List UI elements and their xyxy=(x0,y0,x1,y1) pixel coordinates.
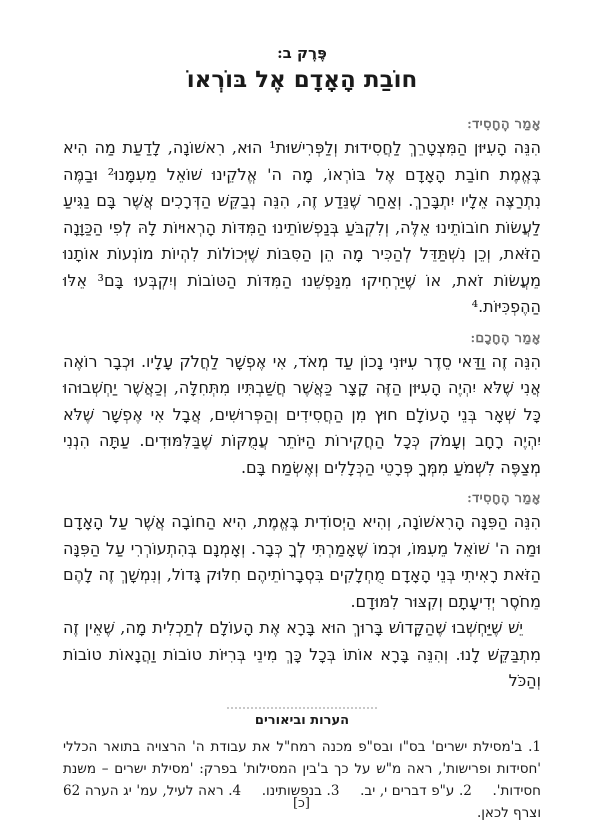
body-paragraph: יֵשׁ שֶׁיַּחְשְׁבוּ שֶׁהַקָּדוֹשׁ בָּרוּךְ הוּא בָּרָא אֶת הָעוֹלָם לְתַכְלִית מָה, שֶׁאֵין זֶה מִתְבַּקֵּשׁ לָנוּ. וְהִנֵּה בָּרָא אוֹתוֹ בְּכָל כָּךְ מִינֵי בְּרִיּוֹת טוֹבוֹת וַהֲנָאוֹת טוֹבוֹת וְהַכֹּל xyxy=(63,618,541,690)
footnote-item: 2. ע"פ דברים י, יב. xyxy=(360,782,472,799)
section-chasid-1 xyxy=(63,117,541,321)
section-chacham xyxy=(63,331,541,482)
footnote-item: 4. ראה לעיל, עמ' יג הערה 62 וצרף לכאן. xyxy=(63,782,541,821)
speaker-heading-chasid: אָמַר הֶחָסִיד: xyxy=(467,491,541,506)
chapter-label: פֶּרֶק ב: xyxy=(277,44,327,62)
body-paragraph: הִנֵּה הַפִּנָּה הָרִאשׁוֹנָה, וְהִיא הַיְסוֹדִית בֶּאֱמֶת, הִיא הַחוֹבָה אֲשֶׁר עַל הָאָדָם וּמַה ה' שׁוֹאֵל מֵעִמּוֹ, וּכְמוֹ שֶׁאָמַרְתִּי לְךָ כְּבָר. וְאָמְנָם בְּהִתְעוֹרְרִי עַל הַפִּנָּה הַזֹּאת רָאִיתִי בְּנֵי הָאָדָם מֻחְלָקִים בִּסְבָרוֹתֵיהֶם חִלּוּק גָּדוֹל, וְנִמְשָׁךְ זֶה לָהֶם מֵחֹסֶר יְדִיעָתָם וְקִצּוּר לִמּוּדָם. xyxy=(63,512,541,611)
body-paragraph: הִנֵּה זֶה וַדַּאי סֵדֶר עִיּוּנִי נָכוֹן עַד מְאֹד, אִי אֶפְשָׁר לַחֲלֹק עָלָיו. וּכְבָר רוֹאֶה אֲנִי שֶׁלֹּא יִהְיֶה הָעִיּוּן הַזֶּה קָצָר כַּאֲשֶׁר חֲשַׁבְתִּיו מִתְּחִלָּה, וְכַאֲשֶׁר יַחְשְׁבוּהוּ כָּל שְׁאָר בְּנֵי הָעוֹלָם חוּץ מִן הַחֲסִידִים וְהַפְּרוּשִׁים, אֲבָל אִי אֶפְשָׁר שֶׁלֹּא יִהְיֶה רָחָב וְעָמֹק כְּכָל הַחֲקִירוֹת הַיּוֹתֵר עֲמֻקּוֹת שֶׁבַּלִּמּוּדִים. עַתָּה הִנְנִי מְצַפֶּה לִשְׁמֹעַ מִמְּךָ פְּרָטֵי הַכְּלָלִים וְאֶשְׂמַח בָּם. xyxy=(63,351,541,477)
page-title: חוֹבַת הָאָדָם אֶל בּוֹרְאוֹ xyxy=(186,66,418,93)
speaker-heading-chasid: אָמַר הֶחָסִיד: xyxy=(467,117,541,132)
section-chasid-2 xyxy=(63,491,541,695)
footnotes-divider xyxy=(227,707,377,709)
footnote-item: 3. בנפשותינו. xyxy=(261,782,340,799)
footnotes-header: הערות וביאורים xyxy=(254,712,350,728)
footnote-item: 1. ב'מסילת ישרים' בס"ו ובס"פ מכנה רמח"ל את עבודת ה' הרצויה בתואר הכללי 'חסידות ופרישות', ראה מ"ש על כך ב'בין המסילות' בפרק: 'מסילת ישרים – משנת חסידות'. xyxy=(63,738,542,799)
page-number: [כ] xyxy=(292,796,311,811)
speaker-heading-chacham: אָמַר הֶחָכָם: xyxy=(470,330,541,346)
body-paragraph: הִנֵּה הָעִיּוּן הַמִּצְטָרֵךְ לַחֲסִידוּת וְלַפְּרִישׁוּת¹ הוּא, רִאשׁוֹנָה, לָדַעַת מַה הִיא בֶּאֱמֶת חוֹבַת הָאָדָם אֶל בּוֹרְאוֹ, מָה ה' אֱלֹקֵינוּ שׁוֹאֵל מֵעִמָּנוּ² וּבַמֶּה נִתְרַצֶּה אֵלָיו יִתְבָּרַךְ. וְאַחַר שֶׁנֵּדַע זֶה, הִנֵּה נְבַקֵּשׁ הַדְּרָכִים אֲשֶׁר בָּם נַגִּיעַ לַעֲשׂוֹת חוֹבוֹתֵינוּ אֵלֶּה, וְלִקְבֹּעַ בְּנַפְשׁוֹתֵינוּ הַמִּדּוֹת הָרְאוּיוֹת לָהּ לְפִי הַכַּוָּנָה הַזֹּאת, וְכֵן נִשְׁתַּדֵּל לְהַכִּיר מָה הֵן הַסִּבּוֹת שֶׁיְּכוֹלוֹת לִהְיוֹת מוֹנְעוֹת אוֹתָנוּ מֵעֲשׂוֹת זֹאת, אוֹ שֶׁיַּרְחִיקוּ מִנַּפְשֵׁנוּ הַמִּדּוֹת הַטּוֹבוֹת וְיִקְבְּעוּ בָּם³ אֵלּוּ הַהֶפְכִּיּוֹת.⁴ xyxy=(63,138,542,316)
